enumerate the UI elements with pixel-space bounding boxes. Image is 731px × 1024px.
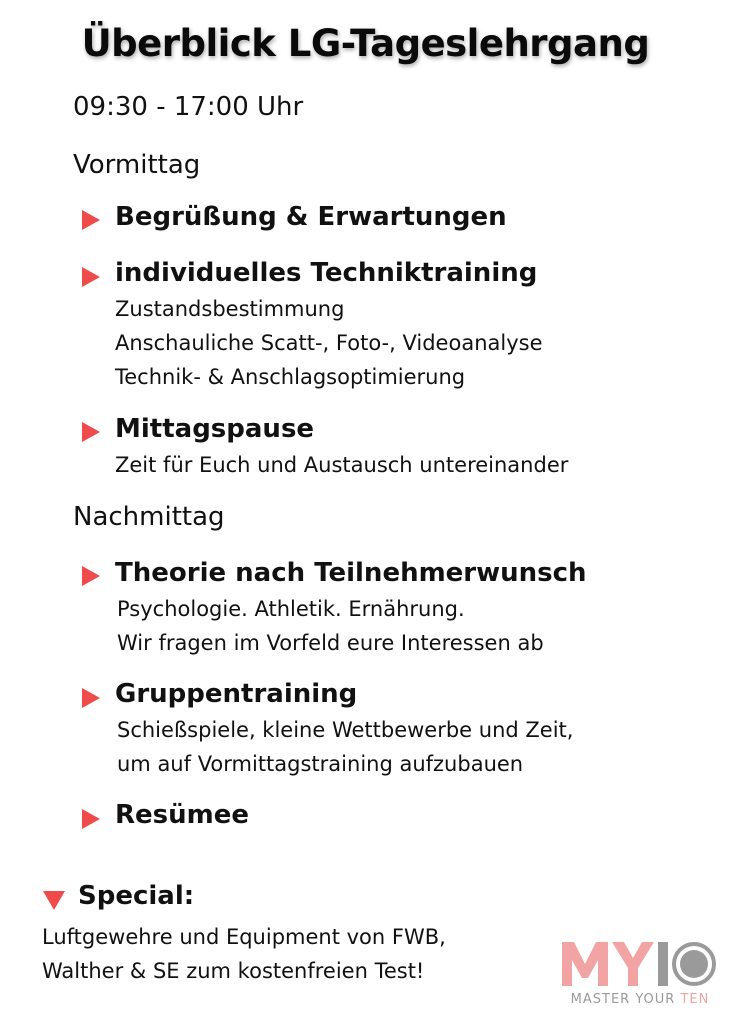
agenda-item-detail: Wir fragen im Vorfeld eure Interessen ab — [117, 631, 544, 655]
bullet-triangle-icon — [82, 809, 100, 829]
bullet-triangle-icon — [82, 267, 100, 287]
myten-logo-mark — [560, 934, 720, 992]
bullet-triangle-icon — [82, 566, 100, 586]
agenda-item-detail: Zeit für Euch und Austausch untereinander — [115, 453, 569, 477]
bullet-triangle-icon — [82, 422, 100, 442]
agenda-item-detail: Technik- & Anschlagsoptimierung — [115, 365, 466, 389]
agenda-item-title: Resümee — [115, 800, 249, 830]
logo-caption: MASTER YOUR TEN — [570, 992, 710, 1007]
special-text-line: Luftgewehre und Equipment von FWB, — [42, 925, 446, 949]
special-text-line: Walther & SE zum kostenfreien Test! — [42, 959, 425, 983]
agenda-item-title: Theorie nach Teilnehmerwunsch — [115, 558, 587, 588]
myten-logo — [560, 934, 720, 1014]
agenda-item-detail: um auf Vormittagstraining aufzubauen — [117, 752, 524, 776]
agenda-item-title: Gruppentraining — [115, 679, 358, 709]
agenda-item-detail: Anschauliche Scatt-, Foto-, Videoanalyse — [115, 331, 543, 355]
agenda-item-detail: Schießspiele, kleine Wettbewerbe und Zeit, — [117, 718, 574, 742]
agenda-item-title: individuelles Techniktraining — [115, 258, 538, 288]
special-triangle-icon — [43, 891, 65, 910]
section-afternoon-label: Nachmittag — [73, 502, 225, 532]
time-range: 09:30 - 17:00 Uhr — [73, 92, 304, 122]
section-morning-label: Vormittag — [73, 150, 201, 180]
special-title: Special: — [78, 881, 195, 911]
bullet-triangle-icon — [82, 210, 100, 230]
agenda-item-title: Begrüßung & Erwartungen — [115, 202, 507, 232]
page-title: Überblick LG-Tageslehrgang — [81, 22, 650, 65]
agenda-item-detail: Psychologie. Athletik. Ernährung. — [117, 597, 465, 621]
agenda-item-title: Mittagspause — [115, 414, 315, 444]
agenda-item-detail: Zustandsbestimmung — [115, 297, 345, 321]
bullet-triangle-icon — [82, 688, 100, 708]
